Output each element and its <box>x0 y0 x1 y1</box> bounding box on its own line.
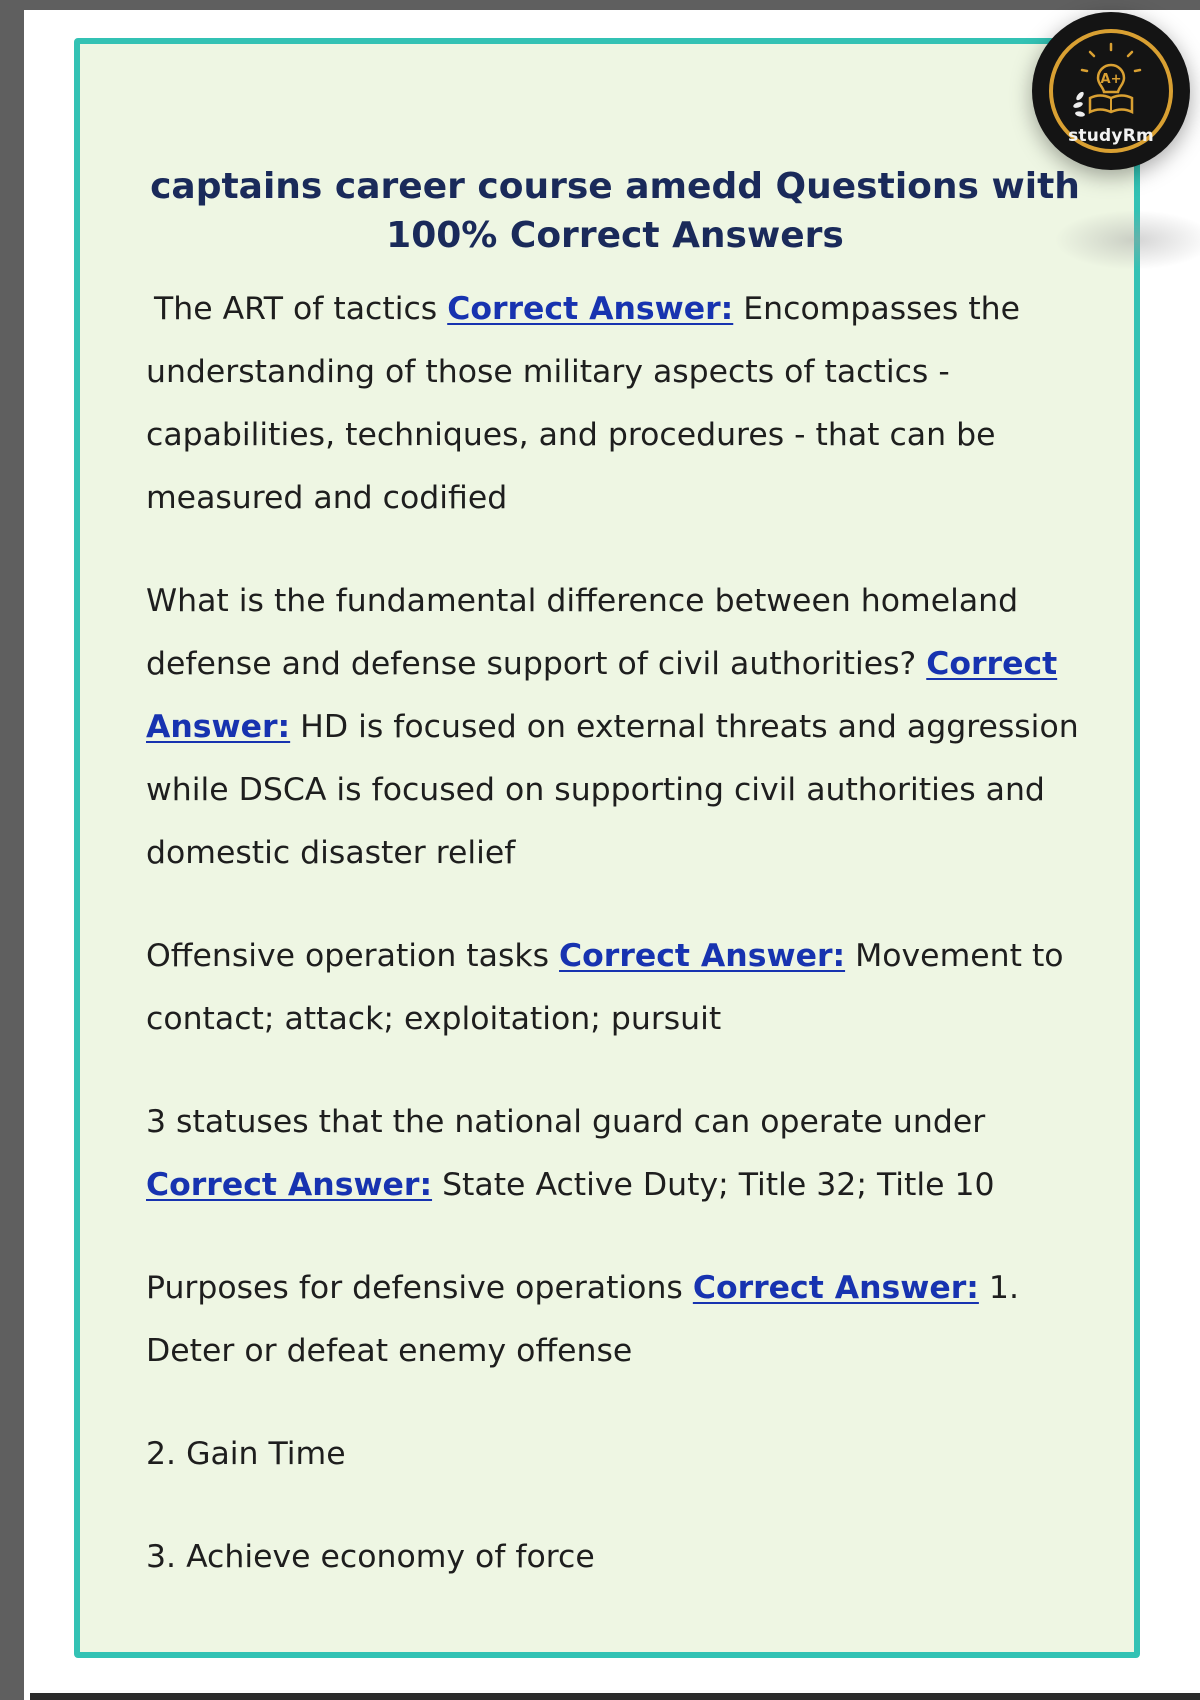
answer-text: Movement to contact; attack; exploitation; pursuit <box>146 938 1064 1037</box>
correct-answer-label: Correct Answer: <box>692 1270 979 1306</box>
continuation-line: 2. Gain Time <box>146 1436 346 1472</box>
question-text: The ART of tactics <box>154 291 438 327</box>
correct-answer-label: Correct Answer: <box>447 291 734 327</box>
question-text: What is the fundamental difference between homeland defense and defense support of civil authorities? <box>146 583 1019 682</box>
question-text: 3 statuses that the national guard can operate under <box>146 1104 986 1140</box>
qa-item <box>146 570 1096 885</box>
qa-item <box>146 925 1096 1051</box>
correct-answer-label: Correct Answer: <box>146 1167 433 1203</box>
qa-item <box>146 1257 1096 1383</box>
studyrm-logo <box>1032 12 1190 170</box>
document-title: captains career course amedd Questions with 100% Correct Answers <box>150 166 1080 256</box>
answer-text: 1. Deter or defeat enemy offense <box>146 1270 1019 1369</box>
answer-text: State Active Duty; Title 32; Title 10 <box>442 1167 995 1203</box>
logo-emblem-icon <box>1032 12 1190 170</box>
qa-item <box>146 278 1096 530</box>
continuation-line: 3. Achieve economy of force <box>146 1539 595 1575</box>
answer-text: HD is focused on external threats and aggression while DSCA is focused on supporting civil authorities and domestic disaster relief <box>146 709 1079 871</box>
logo-badge: A+ <box>1100 72 1122 87</box>
document-body <box>146 278 1096 1629</box>
question-text: Purposes for defensive operations <box>146 1270 683 1306</box>
answer-text: Encompasses the understanding of those military aspects of tactics - capabilities, techniques, and procedures - that can be measured and codified <box>146 291 1021 516</box>
qa-item <box>146 1091 1096 1217</box>
correct-answer-label: Correct Answer: <box>146 646 1058 745</box>
logo-brand-text: studyRm <box>1068 126 1154 146</box>
correct-answer-label: Correct Answer: <box>559 938 846 974</box>
page-bottom-edge <box>30 1693 1200 1700</box>
question-text: Offensive operation tasks <box>146 938 550 974</box>
